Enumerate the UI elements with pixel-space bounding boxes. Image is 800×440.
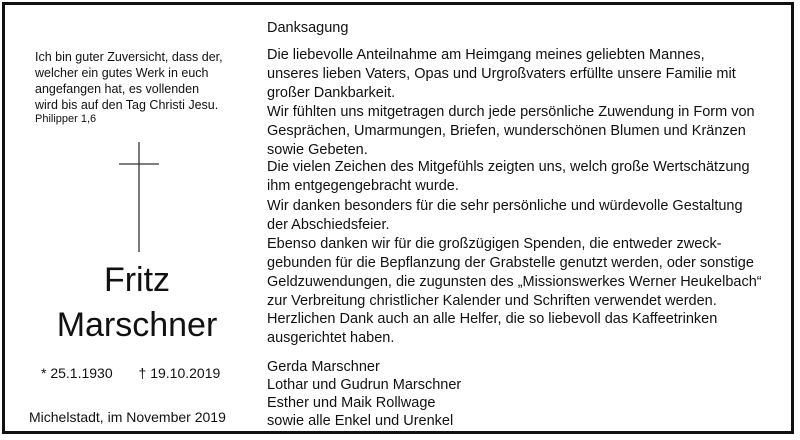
text-line: sowie Gebeten.	[267, 142, 368, 158]
left-column	[5, 5, 263, 431]
death-date: † 19.10.2019	[138, 365, 221, 381]
verse-line: angefangen hat, es vollenden	[35, 82, 200, 96]
signature-line: sowie alle Enkel und Urenkel	[267, 413, 454, 429]
text-line: zur Verbreitung christlicher Kalender und Schriften verwendet werden.	[267, 293, 717, 309]
verse-reference: Philipper 1,6	[35, 113, 97, 125]
heading: Danksagung	[267, 20, 349, 36]
text-line: Ebenso danken wir für die großzügigen Spenden, die entweder zweck-	[267, 236, 722, 252]
text-line: unseres lieben Vaters, Opas und Urgroßvaters erfüllte unsere Familie mit	[267, 66, 736, 82]
text-line: großer Dankbarkeit.	[267, 85, 396, 101]
bible-verse	[35, 49, 255, 113]
life-dates	[41, 365, 220, 381]
text-line: Wir danken besonders für die sehr persönliche und würdevolle Gestaltung	[267, 198, 743, 214]
signature-line: Lothar und Gudrun Marschner	[267, 377, 462, 393]
paragraph	[267, 235, 793, 311]
text-line: gebunden für die Bepflanzung der Grabstelle genutzt werden, oder sonstige	[267, 255, 754, 271]
text-line: ihm entgegengebracht wurde.	[267, 178, 459, 194]
text-line: der Abschiedsfeier.	[267, 217, 390, 233]
text-line: ausgerichtet haben.	[267, 330, 395, 346]
place-and-date: Michelstadt, im November 2019	[29, 409, 226, 425]
text-line: Die vielen Zeichen des Mitgefühls zeigten uns, welch große Wertschätzung	[267, 159, 750, 175]
paragraph	[267, 197, 793, 235]
paragraph	[267, 158, 793, 196]
text-line: Gesprächen, Umarmungen, Briefen, wunderschönen Blumen und Kränzen	[267, 123, 746, 139]
text-line: Geldzuwendungen, die zugunsten des „Missionswerkes Werner Heukelbach“	[267, 274, 762, 290]
text-line: Wir fühlten uns mitgetragen durch jede persönliche Zuwendung in Form von	[267, 104, 755, 120]
paragraph	[267, 103, 793, 160]
obituary-card	[2, 2, 794, 434]
verse-line: welcher ein gutes Werk in euch	[35, 66, 209, 80]
signatures	[267, 358, 461, 430]
signature-line: Gerda Marschner	[267, 359, 380, 375]
cross-icon	[119, 142, 159, 252]
verse-line: Ich bin guter Zuversicht, dass der,	[35, 50, 223, 64]
deceased-last-name: Marschner	[56, 306, 218, 344]
signature-line: Esther und Maik Rollwage	[267, 395, 436, 411]
text-line: Die liebevolle Anteilnahme am Heimgang meines geliebten Mannes,	[267, 47, 705, 63]
text-line: Herzlichen Dank auch an alle Helfer, die so liebevoll das Kaffeetrinken	[267, 311, 718, 327]
paragraph	[267, 310, 793, 348]
deceased-first-name: Fritz	[103, 261, 171, 299]
paragraph	[267, 46, 793, 103]
verse-line: wird bis auf den Tag Christi Jesu.	[35, 98, 219, 112]
birth-date: * 25.1.1930	[41, 365, 113, 381]
